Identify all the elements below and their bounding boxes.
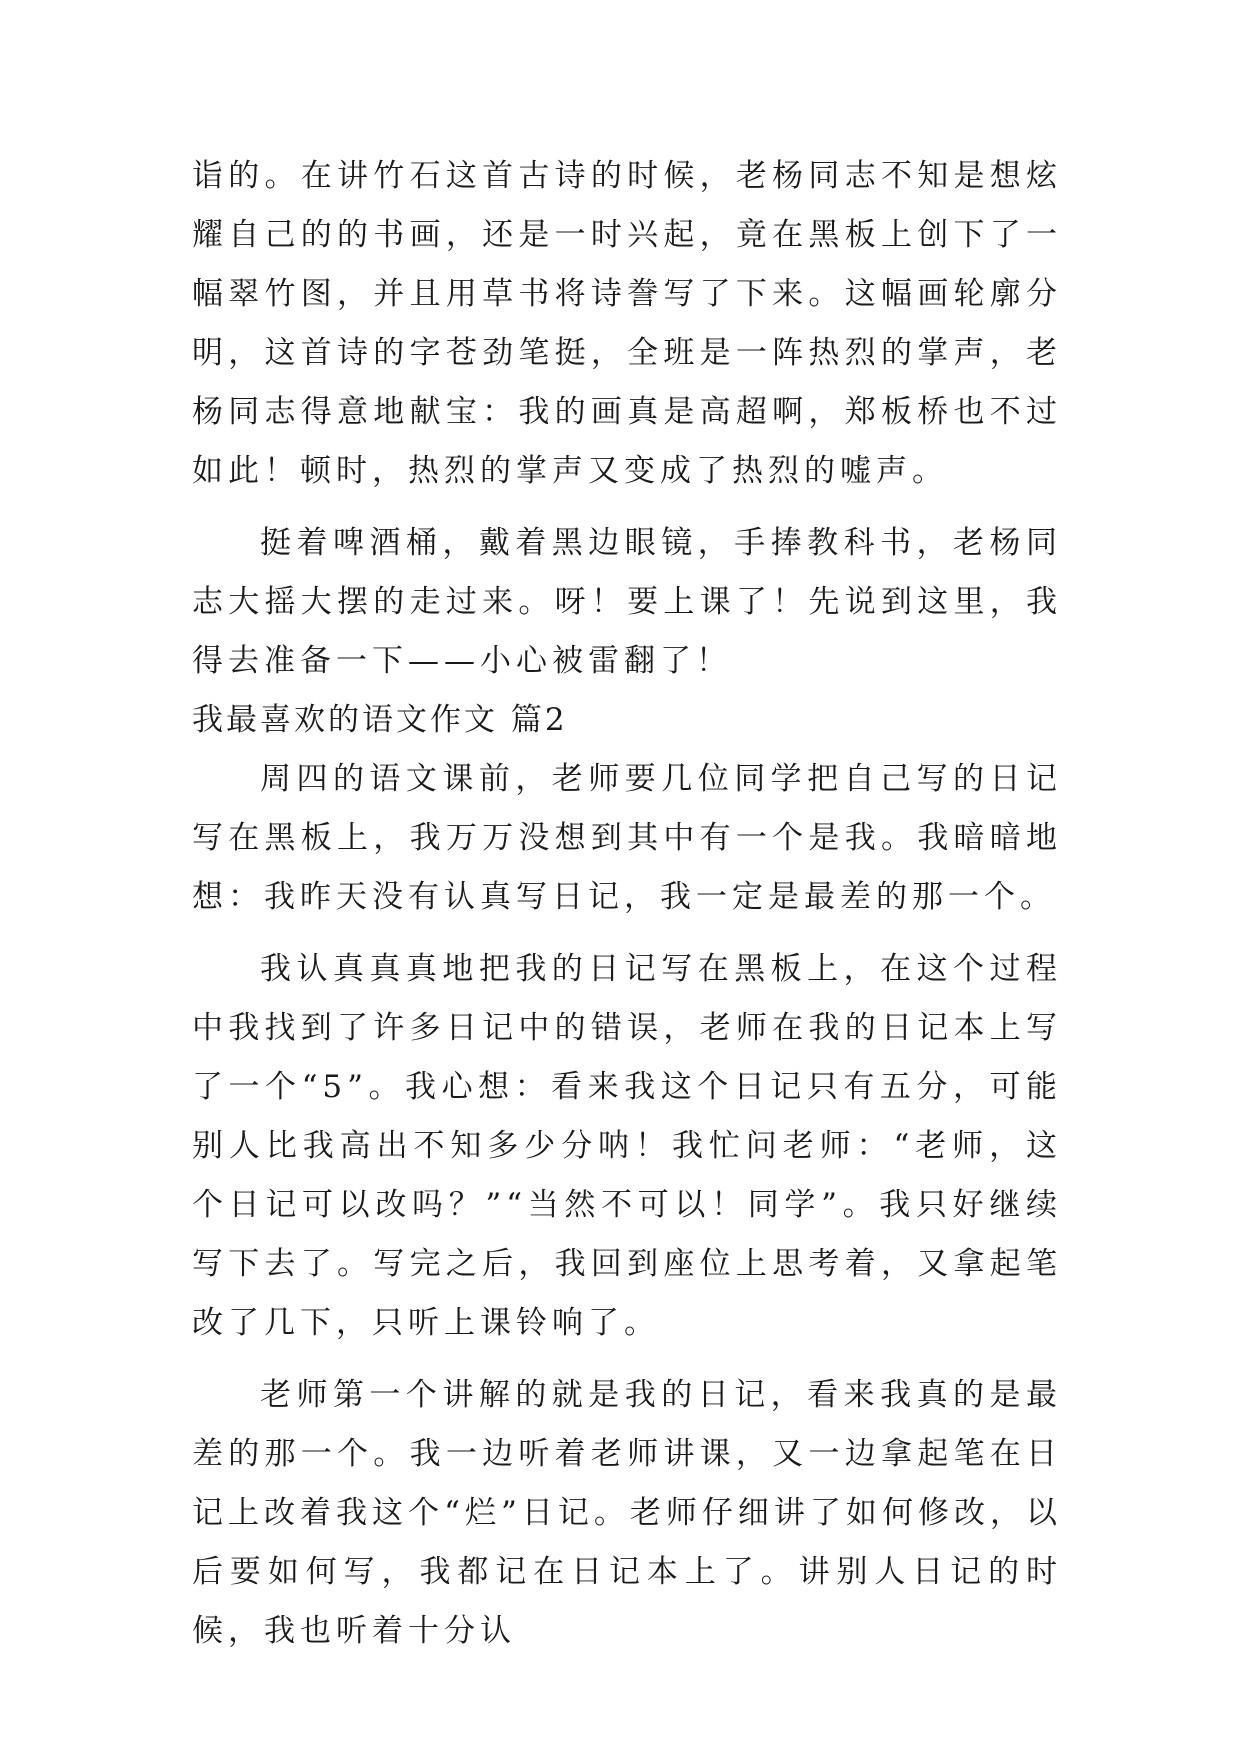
document-page [192, 147, 1062, 1661]
paragraph-2: 挺着啤酒桶，戴着黑边眼镜，手捧教科书，老杨同志大摇大摆的走过来。呀！要上课了！先说到这里，我得去准备一下——小心被雷翻了！ [192, 525, 1062, 679]
paragraph-3: 周四的语文课前，老师要几位同学把自己写的日记写在黑板上，我万万没想到其中有一个是我。我暗暗地想：我昨天没有认真写日记，我一定是最差的那一个。 [192, 761, 1062, 915]
section-title: 我最喜欢的语文作文 篇2 [192, 702, 568, 738]
paragraph-1: 诣的。在讲竹石这首古诗的时候，老杨同志不知是想炫耀自己的的书画，还是一时兴起，竟在黑板上创下了一幅翠竹图，并且用草书将诗誊写了下来。这幅画轮廓分明，这首诗的字苍劲笔挺，全班是一阵热烈的掌声，老杨同志得意地献宝：我的画真是高超啊，郑板桥也不过如此！顿时，热烈的掌声又变成了热烈的嘘声。 [192, 158, 1062, 489]
paragraph-5: 老师第一个讲解的就是我的日记，看来我真的是最差的那一个。我一边听着老师讲课，又一边拿起笔在日记上改着我这个“烂”日记。老师仔细讲了如何修改，以后要如何写，我都记在日记本上了。讲别人日记的时候，我也听着十分认 [192, 1377, 1062, 1649]
paragraph-4: 我认真真真地把我的日记写在黑板上，在这个过程中我找到了许多日记中的错误，老师在我的日记本上写了一个“5”。我心想：看来我这个日记只有五分，可能别人比我高出不知多少分呐！我忙问老师：“老师，这个日记可以改吗？”“当然不可以！同学”。我只好继续写下去了。写完之后，我回到座位上思考着，又拿起笔改了几下，只听上课铃响了。 [192, 951, 1062, 1341]
